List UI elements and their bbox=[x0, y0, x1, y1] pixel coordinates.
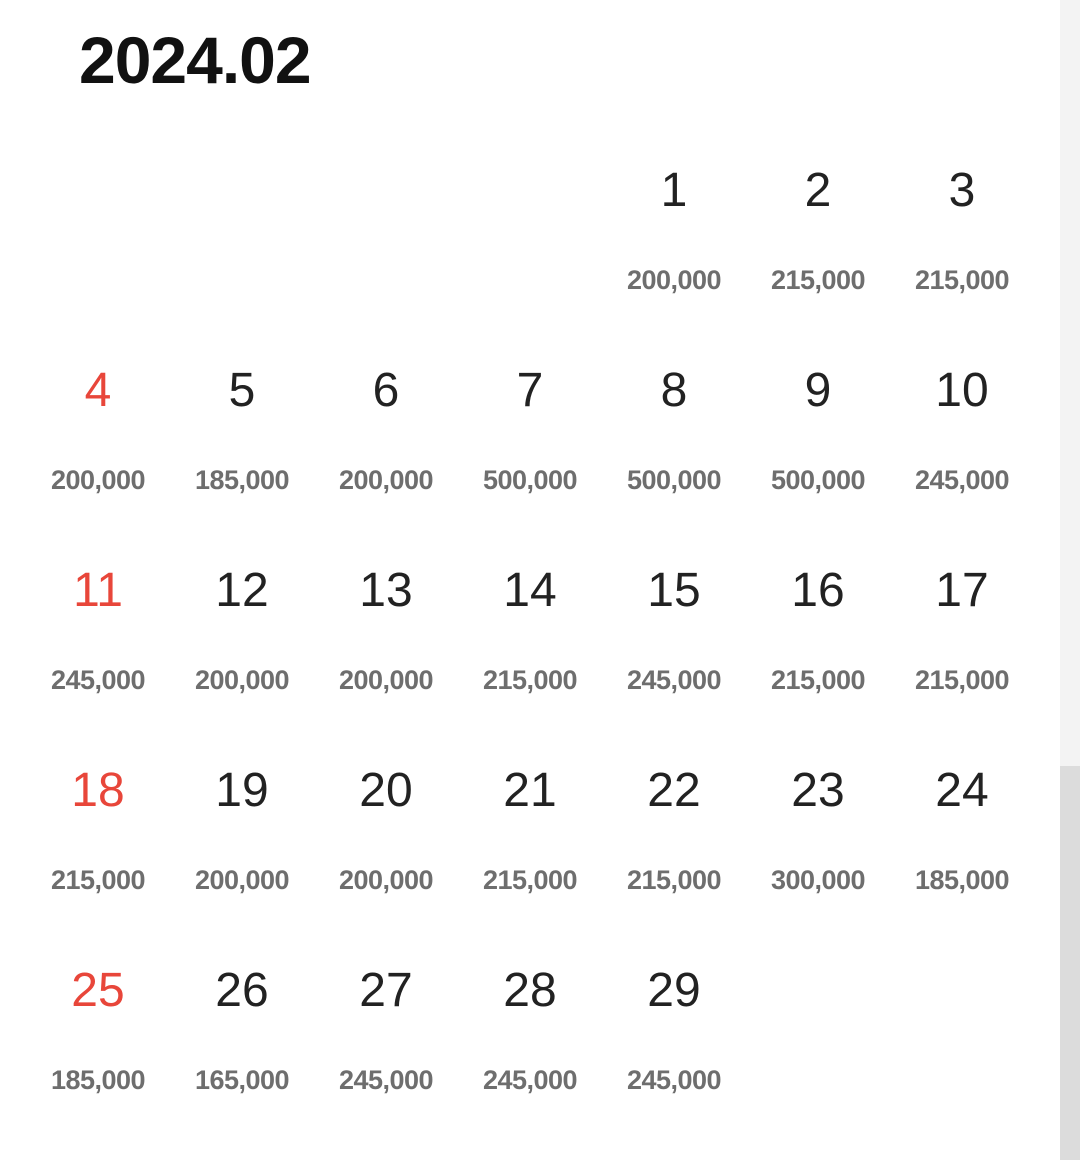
day-cell[interactable] bbox=[170, 740, 314, 940]
day-price: 200,000 bbox=[338, 465, 434, 495]
day-price: 215,000 bbox=[770, 665, 866, 695]
empty-day-cell bbox=[458, 140, 602, 340]
day-cell[interactable] bbox=[890, 740, 1034, 940]
day-number: 13 bbox=[359, 564, 413, 617]
empty-day-cell bbox=[314, 140, 458, 340]
day-price: 185,000 bbox=[194, 465, 290, 495]
day-price: 215,000 bbox=[914, 665, 1010, 695]
day-number: 20 bbox=[359, 764, 413, 817]
day-price: 215,000 bbox=[914, 265, 1010, 295]
day-number: 10 bbox=[935, 364, 989, 417]
day-number: 23 bbox=[791, 764, 845, 817]
day-number: 21 bbox=[503, 764, 557, 817]
day-cell[interactable] bbox=[890, 140, 1034, 340]
day-number: 6 bbox=[372, 364, 400, 417]
day-price: 200,000 bbox=[194, 665, 290, 695]
day-price: 200,000 bbox=[626, 265, 722, 295]
day-number: 27 bbox=[359, 964, 413, 1017]
day-price: 200,000 bbox=[338, 665, 434, 695]
day-number: 16 bbox=[791, 564, 845, 617]
day-cell[interactable] bbox=[890, 540, 1034, 740]
day-cell[interactable] bbox=[890, 340, 1034, 540]
day-number: 29 bbox=[647, 964, 701, 1017]
day-cell[interactable] bbox=[314, 940, 458, 1140]
day-price: 215,000 bbox=[50, 865, 146, 895]
day-price: 300,000 bbox=[770, 865, 866, 895]
day-number: 12 bbox=[215, 564, 269, 617]
day-cell[interactable] bbox=[26, 740, 170, 940]
day-number: 17 bbox=[935, 564, 989, 617]
day-cell[interactable] bbox=[602, 740, 746, 940]
day-cell[interactable] bbox=[458, 740, 602, 940]
day-cell[interactable] bbox=[746, 540, 890, 740]
day-price: 185,000 bbox=[914, 865, 1010, 895]
empty-day-cell bbox=[170, 140, 314, 340]
day-number: 1 bbox=[660, 164, 688, 217]
day-cell[interactable] bbox=[314, 340, 458, 540]
scrollbar-thumb[interactable] bbox=[1060, 766, 1080, 1160]
day-price: 245,000 bbox=[482, 1065, 578, 1095]
day-price: 500,000 bbox=[770, 465, 866, 495]
day-cell[interactable] bbox=[602, 540, 746, 740]
day-number: 2 bbox=[804, 164, 832, 217]
day-price: 200,000 bbox=[50, 465, 146, 495]
day-price: 215,000 bbox=[626, 865, 722, 895]
day-price: 200,000 bbox=[194, 865, 290, 895]
day-number: 28 bbox=[503, 964, 557, 1017]
day-number: 22 bbox=[647, 764, 701, 817]
day-cell[interactable] bbox=[746, 140, 890, 340]
day-cell[interactable] bbox=[746, 340, 890, 540]
day-cell[interactable] bbox=[26, 340, 170, 540]
empty-day-cell bbox=[26, 140, 170, 340]
day-number: 7 bbox=[516, 364, 544, 417]
day-number: 18 bbox=[71, 764, 125, 817]
day-cell[interactable] bbox=[602, 340, 746, 540]
day-cell[interactable] bbox=[26, 540, 170, 740]
day-cell[interactable] bbox=[458, 940, 602, 1140]
day-number: 14 bbox=[503, 564, 557, 617]
day-cell[interactable] bbox=[314, 540, 458, 740]
day-number: 24 bbox=[935, 764, 989, 817]
day-price: 200,000 bbox=[338, 865, 434, 895]
day-price: 215,000 bbox=[482, 665, 578, 695]
day-number: 11 bbox=[73, 564, 123, 617]
day-price: 185,000 bbox=[50, 1065, 146, 1095]
day-cell[interactable] bbox=[170, 540, 314, 740]
day-cell[interactable] bbox=[458, 340, 602, 540]
day-number: 5 bbox=[228, 364, 256, 417]
day-price: 215,000 bbox=[482, 865, 578, 895]
month-title: 2024.02 bbox=[79, 23, 311, 97]
day-cell[interactable] bbox=[602, 940, 746, 1140]
day-number: 25 bbox=[71, 964, 125, 1017]
day-cell[interactable] bbox=[170, 940, 314, 1140]
day-number: 26 bbox=[215, 964, 269, 1017]
day-price: 245,000 bbox=[50, 665, 146, 695]
day-cell[interactable] bbox=[314, 740, 458, 940]
day-price: 500,000 bbox=[626, 465, 722, 495]
day-number: 9 bbox=[804, 364, 832, 417]
day-price: 245,000 bbox=[338, 1065, 434, 1095]
day-cell[interactable] bbox=[170, 340, 314, 540]
day-price: 245,000 bbox=[914, 465, 1010, 495]
day-price: 165,000 bbox=[194, 1065, 290, 1095]
day-price: 245,000 bbox=[626, 665, 722, 695]
day-number: 15 bbox=[647, 564, 701, 617]
day-number: 4 bbox=[84, 364, 112, 417]
day-number: 8 bbox=[660, 364, 688, 417]
day-price: 245,000 bbox=[626, 1065, 722, 1095]
day-cell[interactable] bbox=[746, 740, 890, 940]
day-cell[interactable] bbox=[602, 140, 746, 340]
day-number: 3 bbox=[948, 164, 976, 217]
day-cell[interactable] bbox=[26, 940, 170, 1140]
day-price: 500,000 bbox=[482, 465, 578, 495]
day-number: 19 bbox=[215, 764, 269, 817]
day-cell[interactable] bbox=[458, 540, 602, 740]
day-price: 215,000 bbox=[770, 265, 866, 295]
calendar-grid bbox=[26, 140, 1034, 1140]
